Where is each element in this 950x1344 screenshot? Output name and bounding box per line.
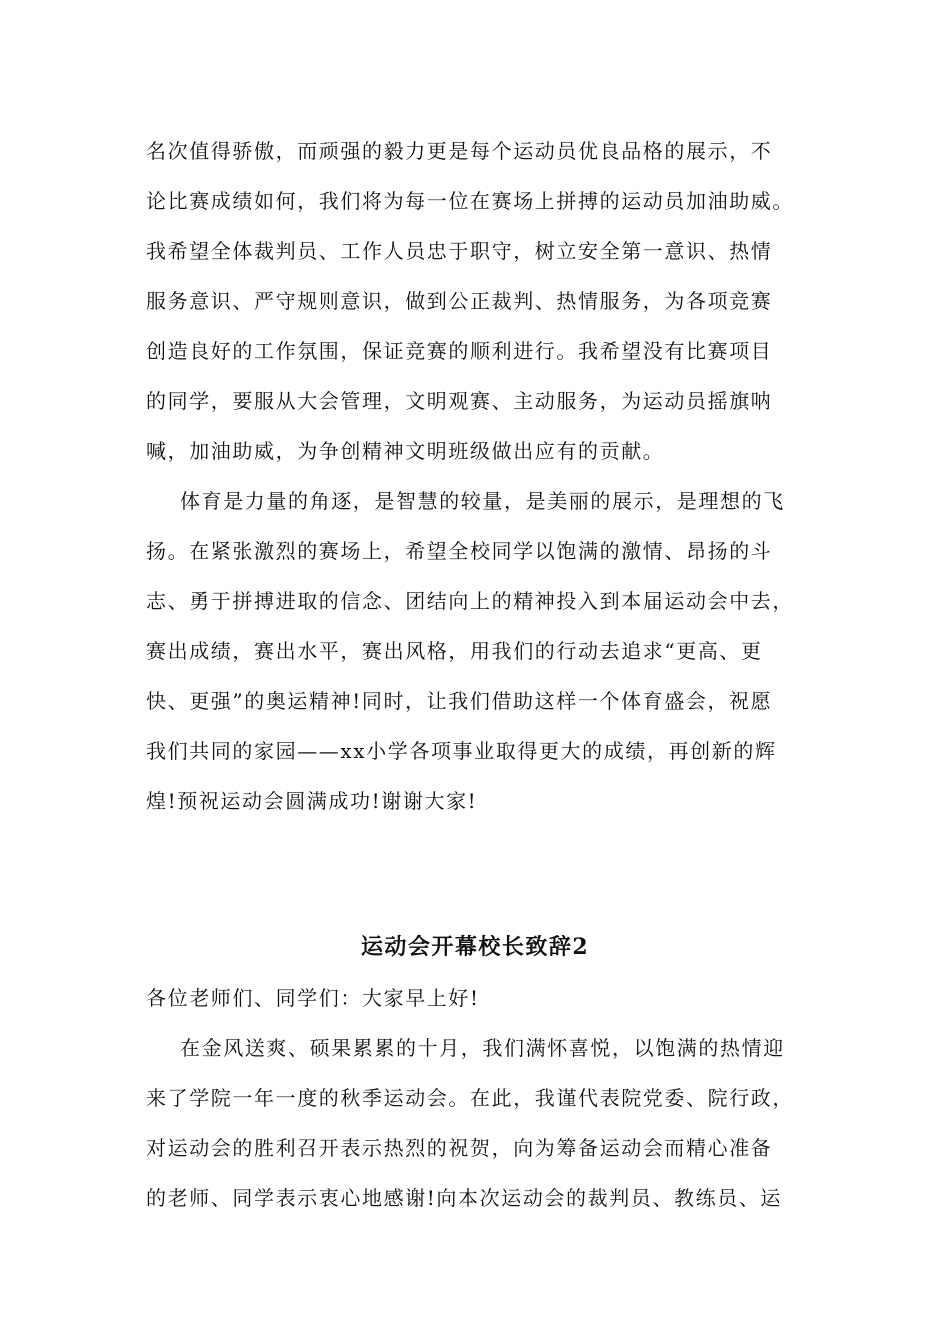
paragraph-first-line: 在金风送爽、硕果累累的十月，我们满怀喜悦，以饱满的热情迎 [180,1036,785,1060]
text-line: 我希望全体裁判员、工作人员忠于职守，树立安全第一意识、热情 [146,239,773,263]
text-line: 扬。在紧张激烈的赛场上，希望全校同学以饱满的激情、昂扬的斗 [146,539,773,563]
text-line: 名次值得骄傲，而顽强的毅力更是每个运动员优良品格的展示，不 [146,139,773,163]
text-line: 快、更强”的奥运精神!同时，让我们借助这样一个体育盛会，祝愿 [146,689,773,713]
text-line: 的同学，要服从大会管理，文明观赛、主动服务，为运动员摇旗呐 [146,389,773,413]
text-line: 创造良好的工作氛围，保证竞赛的顺利进行。我希望没有比赛项目 [146,339,773,363]
text-line: 对运动会的胜利召开表示热烈的祝贺，向为筹备运动会而精心准备 [146,1136,773,1160]
text-line: 服务意识、严守规则意识，做到公正裁判、热情服务，为各项竞赛 [146,289,773,313]
paragraph-first-line: 体育是力量的角逐，是智慧的较量，是美丽的展示，是理想的飞 [180,489,785,513]
section-title: 运动会开幕校长致辞2 [360,934,590,960]
text-line: 志、勇于拼搏进取的信念、团结向上的精神投入到本届运动会中去， [146,589,794,613]
text-line: 来了学院一年一度的秋季运动会。在此，我谨代表院党委、院行政， [146,1086,794,1110]
salutation-line: 各位老师们、同学们：大家早上好! [146,986,480,1010]
text-line: 的老师、同学表示衷心地感谢!向本次运动会的裁判员、教练员、运 [146,1186,783,1210]
text-line: 喊，加油助威，为争创精神文明班级做出应有的贡献。 [146,439,665,463]
text-line: 论比赛成绩如何，我们将为每一位在赛场上拼搏的运动员加油助威。 [146,189,794,213]
text-line: 赛出成绩，赛出水平，赛出风格，用我们的行动去追求“更高、更 [146,639,763,663]
text-line: 煌!预祝运动会圆满成功!谢谢大家! [146,789,478,813]
text-line: 我们共同的家园——xx小学各项事业取得更大的成绩，再创新的辉 [146,739,777,763]
